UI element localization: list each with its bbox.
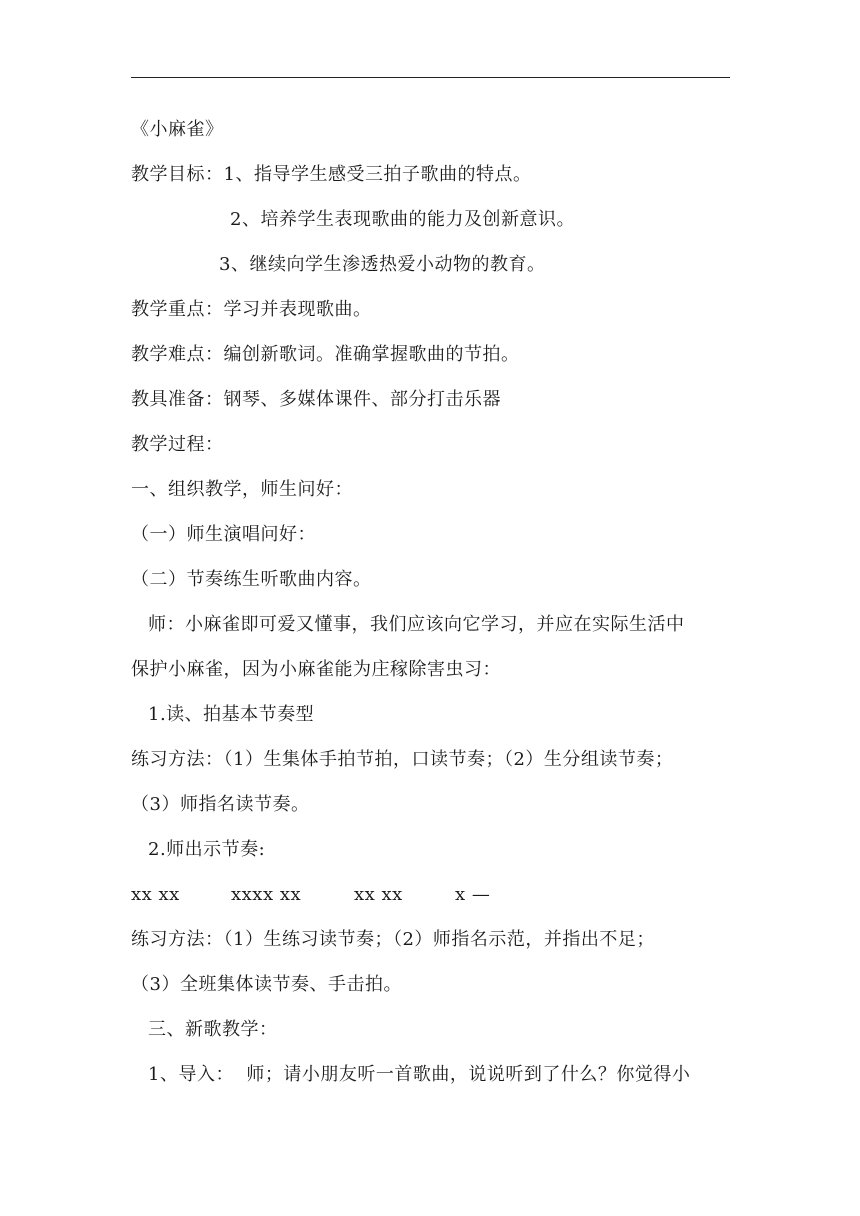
practice-method-1-line-2: （3）师指名读节奏。 xyxy=(131,794,310,815)
teaching-process-heading: 教学过程： xyxy=(131,434,224,455)
section-one-heading: 一、组织教学，师生问好： xyxy=(131,479,353,500)
teaching-difficulty: 教学难点：编创新歌词。准确掌握歌曲的节拍。 xyxy=(131,344,520,365)
lesson-title: 《小麻雀》 xyxy=(131,119,224,140)
introduction-line: 1、导入： 师；请小朋友听一首歌曲，说说听到了什么？你觉得小 xyxy=(148,1064,691,1085)
step-one: 1.读、拍基本节奏型 xyxy=(148,704,315,725)
practice-method-2-line-1: 练习方法：（1）生练习读节奏；（2）师指名示范，并指出不足； xyxy=(131,929,655,950)
practice-method-2-line-2: （3）全班集体读节奏、手击拍。 xyxy=(131,974,402,995)
rhythm-pattern-2: xxxx xx xyxy=(231,884,302,905)
practice-method-1-line-1: 练习方法：（1）生集体手拍节拍，口读节奏；（2）生分组读节奏； xyxy=(131,749,674,770)
teaching-goal-3: 3、继续向学生渗透热爱小动物的教育。 xyxy=(219,254,546,275)
rhythm-pattern-3: xx xx xyxy=(354,884,403,905)
teaching-goal-2: 2、培养学生表现歌曲的能力及创新意识。 xyxy=(230,209,575,230)
teaching-goal-1: 教学目标：1、指导学生感受三拍子歌曲的特点。 xyxy=(131,164,532,185)
step-two: 2.师出示节奏: xyxy=(148,839,266,860)
teacher-paragraph-line-1: 师：小麻雀即可爱又懂事，我们应该向它学习，并应在实际生活中 xyxy=(148,614,685,635)
teaching-key-point: 教学重点：学习并表现歌曲。 xyxy=(131,299,372,320)
teaching-materials: 教具准备：钢琴、多媒体课件、部分打击乐器 xyxy=(131,389,501,410)
rhythm-pattern-4: x — xyxy=(455,884,491,905)
subsection-one: （一）师生演唱问好： xyxy=(131,524,316,545)
header-rule xyxy=(131,77,730,78)
section-three-heading: 三、新歌教学： xyxy=(148,1019,278,1040)
rhythm-pattern-1: xx xx xyxy=(131,884,180,905)
teacher-paragraph-line-2: 保护小麻雀，因为小麻雀能为庄稼除害虫习： xyxy=(131,659,501,680)
subsection-two: （二）节奏练生听歌曲内容。 xyxy=(131,569,372,590)
